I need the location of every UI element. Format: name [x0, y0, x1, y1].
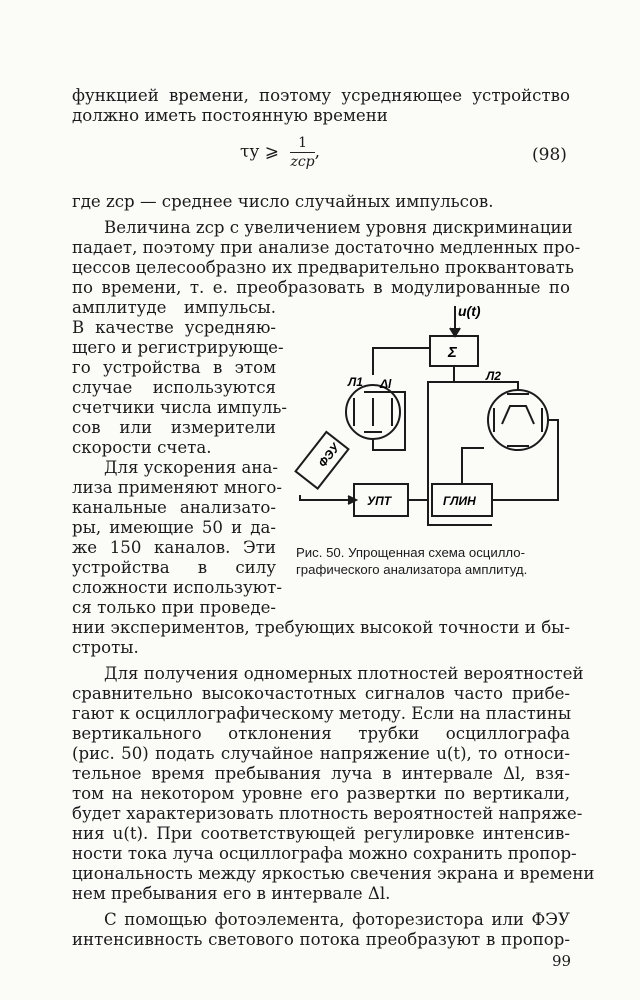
equation-lhs: τу ⩾ — [240, 142, 280, 162]
text-line: скорости счета. — [72, 438, 212, 457]
equation-comma: , — [314, 142, 321, 162]
figure-50-schematic — [290, 300, 580, 538]
label-input: u(t) — [458, 303, 481, 319]
tube2-trace — [502, 406, 534, 424]
text-line: циональность между яркостью свечения экрана и времени — [72, 864, 595, 883]
text-line: где zср — среднее число случайных импульсов. — [72, 192, 494, 211]
tube1-wire — [373, 392, 405, 450]
text-line: ры, имеющие 50 и да- — [72, 518, 276, 537]
text-line: сложности используют- — [72, 578, 282, 597]
text-line: ся только при проведе- — [72, 598, 276, 617]
text-line: Для ускорения ана- — [104, 458, 278, 477]
text-line: (рис. 50) подать случайное напряжение u(t), то относи- — [72, 744, 570, 763]
equation-denominator: zср — [290, 154, 315, 170]
text-line: нем пребывания его в интервале Δl. — [72, 884, 391, 903]
text-line: С помощью фотоэлемента, фоторезистора или ФЭУ — [104, 910, 570, 929]
text-line: амплитуде импульсы. — [72, 298, 276, 317]
text-line: счетчики числа импуль- — [72, 398, 288, 417]
tube2-right-wire — [492, 420, 558, 500]
text-line: Для получения одномерных плотностей вероятностей — [104, 664, 584, 683]
equation-number: (98) — [532, 145, 567, 165]
pmt-to-amp-wire — [300, 495, 354, 500]
input-arrowhead — [450, 328, 460, 336]
text-line: ности тока луча осциллографа можно сохранить пропор- — [72, 844, 577, 863]
figure-caption-line: графического анализатора амплитуд. — [296, 562, 528, 577]
label-gen: ГЛИН — [443, 494, 476, 508]
text-line: будет характеризовать плотность вероятностей напряже- — [72, 804, 583, 823]
text-line: цессов целесообразно их предварительно проквантовать — [72, 258, 574, 277]
sum-to-tube1-wire — [373, 348, 430, 375]
text-line: нии экспериментов, требующих высокой точности и бы- — [72, 618, 570, 637]
label-pmt: ФЭУ — [315, 440, 343, 470]
figure-caption-line: Рис. 50. Упрощенная схема осцилло- — [296, 545, 525, 560]
text-line: вертикального отклонения трубки осциллографа — [72, 724, 570, 743]
text-line: щего и регистрирующе- — [72, 338, 284, 357]
gen-to-tube2-wire — [462, 448, 484, 484]
label-sum: Σ — [448, 344, 457, 361]
text-line: случае используются — [72, 378, 276, 397]
text-line: том на некотором уровне его развертки по вертикали, — [72, 784, 570, 803]
text-line: должно иметь постоянную времени — [72, 106, 388, 125]
tube-2 — [488, 390, 548, 450]
text-line: функцией времени, поэтому усредняющее устройство — [72, 86, 570, 105]
text-line: интенсивность светового потока преобразуют в пропор- — [72, 930, 570, 949]
text-line: сов или измерители — [72, 418, 276, 437]
text-line: канальные анализато- — [72, 498, 276, 517]
text-line: го устройства в этом — [72, 358, 276, 377]
text-line: лиза применяют много- — [72, 478, 282, 497]
text-line: сравнительно высокочастотных сигналов часто прибе- — [72, 684, 570, 703]
text-line: по времени, т. е. преобразовать в модулированные по — [72, 278, 570, 297]
text-line: же 150 каналов. Эти — [72, 538, 276, 557]
text-line: В качестве усредняю- — [72, 318, 276, 337]
text-line: Величина zср с увеличением уровня дискриминации — [104, 218, 573, 237]
text-line: строты. — [72, 638, 139, 657]
text-line: тельное время пребывания луча в интервале Δl, взя- — [72, 764, 570, 783]
label-tube2: Л2 — [486, 369, 501, 383]
label-tube1: Л1 — [348, 375, 363, 389]
text-line: устройства в силу — [72, 558, 276, 577]
page-number: 99 — [552, 952, 572, 970]
text-line: падает, поэтому при анализе достаточно медленных про- — [72, 238, 581, 257]
equation-numerator: 1 — [290, 134, 314, 153]
text-line: гают к осциллографическому методу. Если на пластины — [72, 704, 572, 723]
label-delta: Δl — [380, 377, 392, 391]
equation-fraction — [290, 134, 314, 171]
equation-98 — [240, 134, 320, 171]
tube2-top-wire — [430, 382, 518, 390]
text-line: ния u(t). При соответствующей регулировке интенсив- — [72, 824, 570, 843]
label-amp: УПТ — [367, 494, 392, 508]
